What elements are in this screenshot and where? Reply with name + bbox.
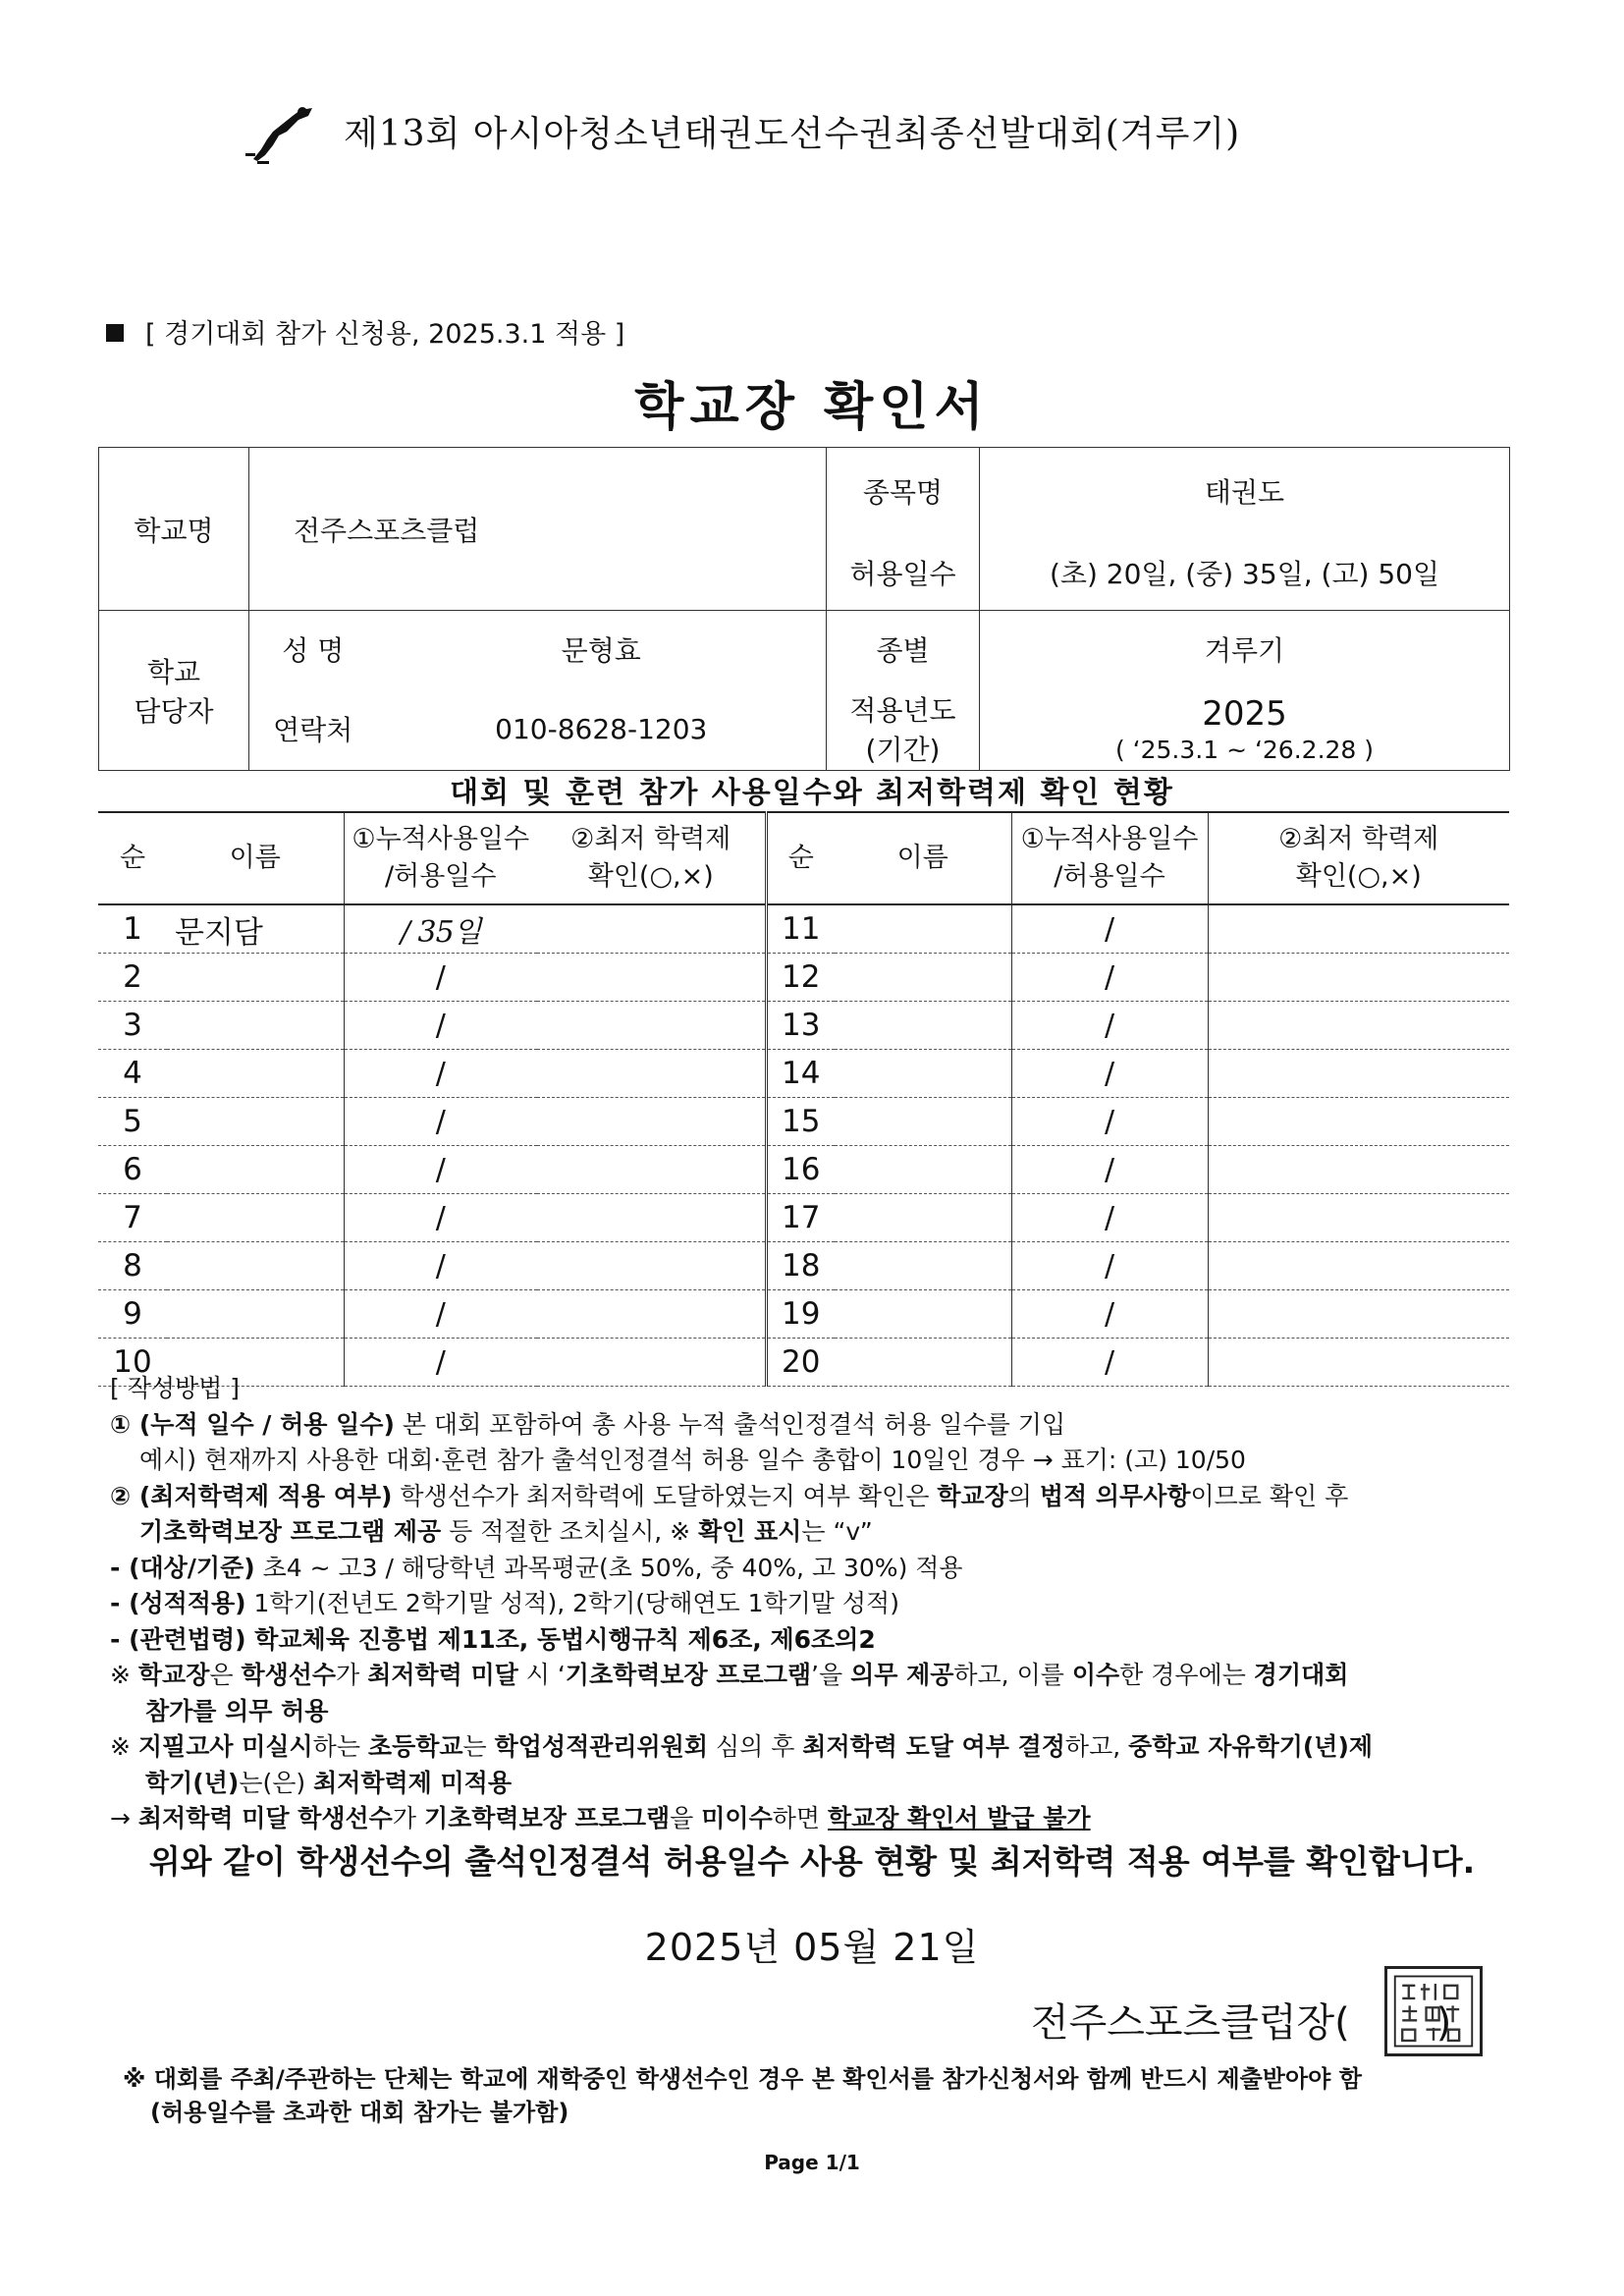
school-label: 학교명 (99, 448, 249, 611)
year-value: 2025 (1202, 693, 1287, 734)
header-order-left: 순 (98, 812, 167, 904)
days-cell-right: / (1011, 1002, 1208, 1050)
row-number-left: 3 (98, 1002, 167, 1050)
check-cell-right (1208, 904, 1509, 954)
days-cell-right: / (1011, 1194, 1208, 1242)
days-value: (초) 20일, (중) 35일, (고) 50일 (980, 534, 1510, 611)
row-number-right: 17 (766, 1194, 835, 1242)
info-table (98, 447, 1510, 771)
sport-value: 태권도 (980, 448, 1510, 535)
check-cell-left (537, 1242, 766, 1290)
student-name-right (835, 1098, 1011, 1146)
row-number-left: 5 (98, 1098, 167, 1146)
table-row (98, 1194, 1509, 1242)
table-row (98, 1242, 1509, 1290)
student-name-right (835, 1050, 1011, 1098)
row-number-left: 4 (98, 1050, 167, 1098)
header-days-left: ①누적사용일수 /허용일수 (344, 812, 537, 904)
days-cell-right: / (1011, 904, 1208, 954)
taekwondo-logo-icon (244, 106, 320, 165)
check-cell-right (1208, 1146, 1509, 1194)
footer-note (123, 2062, 1517, 2129)
method-line-7: - (관련법령) 학교체육 진흥법 제11조, 동법시행규칙 제6조, 제6조의2 (110, 1624, 876, 1654)
method-line-1: ① (누적 일수 / 허용 일수) 본 대회 포함하여 총 사용 누적 출석인정결석 허용 일수를 기입 (110, 1409, 1066, 1439)
method-title: [ 작성방법 ] (110, 1374, 241, 1402)
form-use-text: [ 경기대회 참가 신청용, 2025.3.1 적용 ] (145, 319, 625, 350)
student-name-right (835, 1002, 1011, 1050)
check-cell-left (537, 1098, 766, 1146)
days-cell-left: / 35일 (344, 904, 537, 954)
student-name-right (835, 904, 1011, 954)
form-use-line (106, 312, 624, 351)
check-cell-right (1208, 1098, 1509, 1146)
days-cell-left: / (344, 1050, 537, 1098)
row-number-right: 11 (766, 904, 835, 954)
student-name-right (835, 1242, 1011, 1290)
year-period: ( ‘25.3.1 ~ ‘26.2.28 ) (1114, 735, 1375, 764)
method-line-11: 학기(년)는(은) 최저학력제 미적용 (145, 1768, 512, 1797)
usage-table-body (98, 904, 1509, 1387)
check-cell-right (1208, 1194, 1509, 1242)
usage-table (98, 811, 1509, 1387)
category-value: 겨루기 (980, 611, 1510, 688)
header-days-right: ①누적사용일수 /허용일수 (1011, 812, 1208, 904)
days-cell-left: / (344, 1290, 537, 1339)
row-number-right: 13 (766, 1002, 835, 1050)
row-number-right: 14 (766, 1050, 835, 1098)
document-title: 학교장 확인서 (634, 378, 990, 437)
table-row (98, 1098, 1509, 1146)
table-row (98, 904, 1509, 954)
issue-date: 2025년 05월 21일 (644, 1926, 980, 1969)
check-cell-left (537, 1146, 766, 1194)
days-cell-left: / (344, 954, 537, 1002)
row-number-right: 16 (766, 1146, 835, 1194)
check-cell-left (537, 954, 766, 1002)
row-number-left: 7 (98, 1194, 167, 1242)
days-cell-left: / (344, 1194, 537, 1242)
check-cell-left (537, 1290, 766, 1339)
days-cell-right: / (1011, 1339, 1208, 1387)
check-cell-left (537, 1002, 766, 1050)
student-name-left (167, 1290, 344, 1339)
official-seal-icon (1384, 1966, 1483, 2056)
signer-paren-open: ( (1334, 2000, 1350, 2046)
sport-label: 종목명 (827, 448, 980, 535)
days-cell-left: / (344, 1002, 537, 1050)
row-number-left: 1 (98, 904, 167, 954)
writing-method (110, 1371, 1514, 1837)
table-row (98, 1050, 1509, 1098)
header-check-right: ②최저 학력제 확인(○,×) (1208, 812, 1509, 904)
method-line-9: 참가를 의무 허용 (145, 1696, 329, 1725)
header-check-left: ②최저 학력제 확인(○,×) (537, 812, 766, 904)
check-cell-left (537, 1050, 766, 1098)
manager-label-line1: 학교 (146, 656, 201, 688)
method-line-8: ※ 학교장은 학생선수가 최저학력 미달 시 ‘기초학력보장 프로그램’을 의무 제공하고, 이를 이수한 경우에는 경기대회 (110, 1661, 1349, 1689)
check-cell-right (1208, 1050, 1509, 1098)
student-name-left (167, 1002, 344, 1050)
days-cell-left: / (344, 1339, 537, 1387)
event-title: 제13회 아시아청소년태권도선수권최종선발대회(겨루기) (344, 114, 1241, 154)
table-row (98, 1290, 1509, 1339)
days-cell-left: / (344, 1242, 537, 1290)
table-row (98, 1002, 1509, 1050)
check-cell-right (1208, 954, 1509, 1002)
row-number-left: 8 (98, 1242, 167, 1290)
year-label-line1: 적용년도 (849, 694, 956, 727)
method-line-6: - (성적적용) 1학기(전년도 2학기말 성적), 2학기(당해연도 1학기말 성적) (110, 1589, 899, 1617)
row-number-left: 9 (98, 1290, 167, 1339)
days-cell-right: / (1011, 1146, 1208, 1194)
days-label: 허용일수 (827, 534, 980, 611)
check-cell-left (537, 904, 766, 954)
school-value: 전주스포츠클럽 (249, 448, 827, 611)
method-line-12: → 최저학력 미달 학생선수가 기초학력보장 프로그램을 미이수하면 학교장 확인서 발급 불가 (110, 1804, 1091, 1832)
student-name-right (835, 1146, 1011, 1194)
days-cell-right: / (1011, 1290, 1208, 1339)
check-cell-right (1208, 1290, 1509, 1339)
contact-value: 010-8628-1203 (377, 687, 827, 771)
student-name-left: 문지담 (167, 904, 344, 954)
student-name-right (835, 954, 1011, 1002)
header-order-right: 순 (766, 812, 835, 904)
manager-label (99, 611, 249, 771)
student-name-left (167, 954, 344, 1002)
header-name-left: 이름 (167, 812, 344, 904)
header-name-right: 이름 (835, 812, 1011, 904)
method-line-10: ※ 지필고사 미실시하는 초등학교는 학업성적관리위원회 심의 후 최저학력 도달 여부 결정하고, 중학교 자유학기(년)제 (110, 1732, 1374, 1761)
days-cell-left: / (344, 1146, 537, 1194)
row-number-left: 2 (98, 954, 167, 1002)
student-name-left (167, 1098, 344, 1146)
student-name-left (167, 1050, 344, 1098)
footer-note-line2: (허용일수를 초과한 대회 참가는 불가함) (150, 2099, 569, 2126)
days-cell-right: / (1011, 1242, 1208, 1290)
check-cell-right (1208, 1002, 1509, 1050)
row-number-right: 19 (766, 1290, 835, 1339)
check-cell-right (1208, 1242, 1509, 1290)
table-row (98, 1146, 1509, 1194)
row-number-right: 18 (766, 1242, 835, 1290)
category-label: 종별 (827, 611, 980, 688)
student-name-right (835, 1290, 1011, 1339)
row-number-left: 6 (98, 1146, 167, 1194)
days-cell-right: / (1011, 1050, 1208, 1098)
method-line-3: ② (최저학력제 적용 여부) 학생선수가 최저학력에 도달하였는지 여부 확인은 학교장의 법적 의무사항이므로 확인 후 (110, 1481, 1349, 1510)
row-number-right: 15 (766, 1098, 835, 1146)
student-name-left (167, 1194, 344, 1242)
table-row (98, 954, 1509, 1002)
method-line-4: 기초학력보장 프로그램 제공 등 적절한 조치실시, ※ 확인 표시는 “v” (139, 1517, 873, 1546)
student-name-right (835, 1194, 1011, 1242)
check-cell-left (537, 1194, 766, 1242)
confirmation-statement: 위와 같이 학생선수의 출석인정결석 허용일수 사용 현황 및 최저학력 적용 여부를 확인합니다. (148, 1842, 1476, 1881)
footer-note-line1: ※ 대회를 주최/주관하는 단체는 학교에 재학중인 학생선수인 경우 본 확인서를 참가신청서와 함께 반드시 제출받아야 함 (123, 2065, 1362, 2093)
bullet-square-icon (106, 324, 124, 342)
student-name-left (167, 1146, 344, 1194)
days-cell-left: / (344, 1098, 537, 1146)
manager-label-line2: 담당자 (134, 695, 214, 728)
method-line-5: - (대상/기준) 초4 ~ 고3 / 해당학년 과목평균(초 50%, 중 40%, 고 30%) 적용 (110, 1553, 963, 1582)
contact-label: 연락처 (249, 687, 377, 771)
row-number-right: 20 (766, 1339, 835, 1387)
days-cell-right: / (1011, 954, 1208, 1002)
row-number-right: 12 (766, 954, 835, 1002)
signer-paren-close: ) (1435, 2000, 1452, 2046)
method-line-2: 예시) 현재까지 사용한 대회·훈련 참가 출석인정결석 허용 일수 총합이 10일인 경우 → 표기: (고) 10/50 (139, 1446, 1246, 1474)
row-number-left: 10 (98, 1339, 167, 1387)
days-cell-right: / (1011, 1098, 1208, 1146)
page-number: Page 1/1 (764, 2151, 860, 2174)
signer-name: 전주스포츠클럽장 (1031, 2000, 1335, 2046)
student-name-left (167, 1242, 344, 1290)
section-title: 대회 및 훈련 참가 사용일수와 최저학력제 확인 현황 (450, 776, 1174, 810)
name-label: 성 명 (249, 611, 377, 688)
year-value-cell (980, 687, 1510, 771)
year-label (827, 687, 980, 771)
year-label-line2: (기간) (865, 734, 941, 766)
name-value: 문형효 (377, 611, 827, 688)
